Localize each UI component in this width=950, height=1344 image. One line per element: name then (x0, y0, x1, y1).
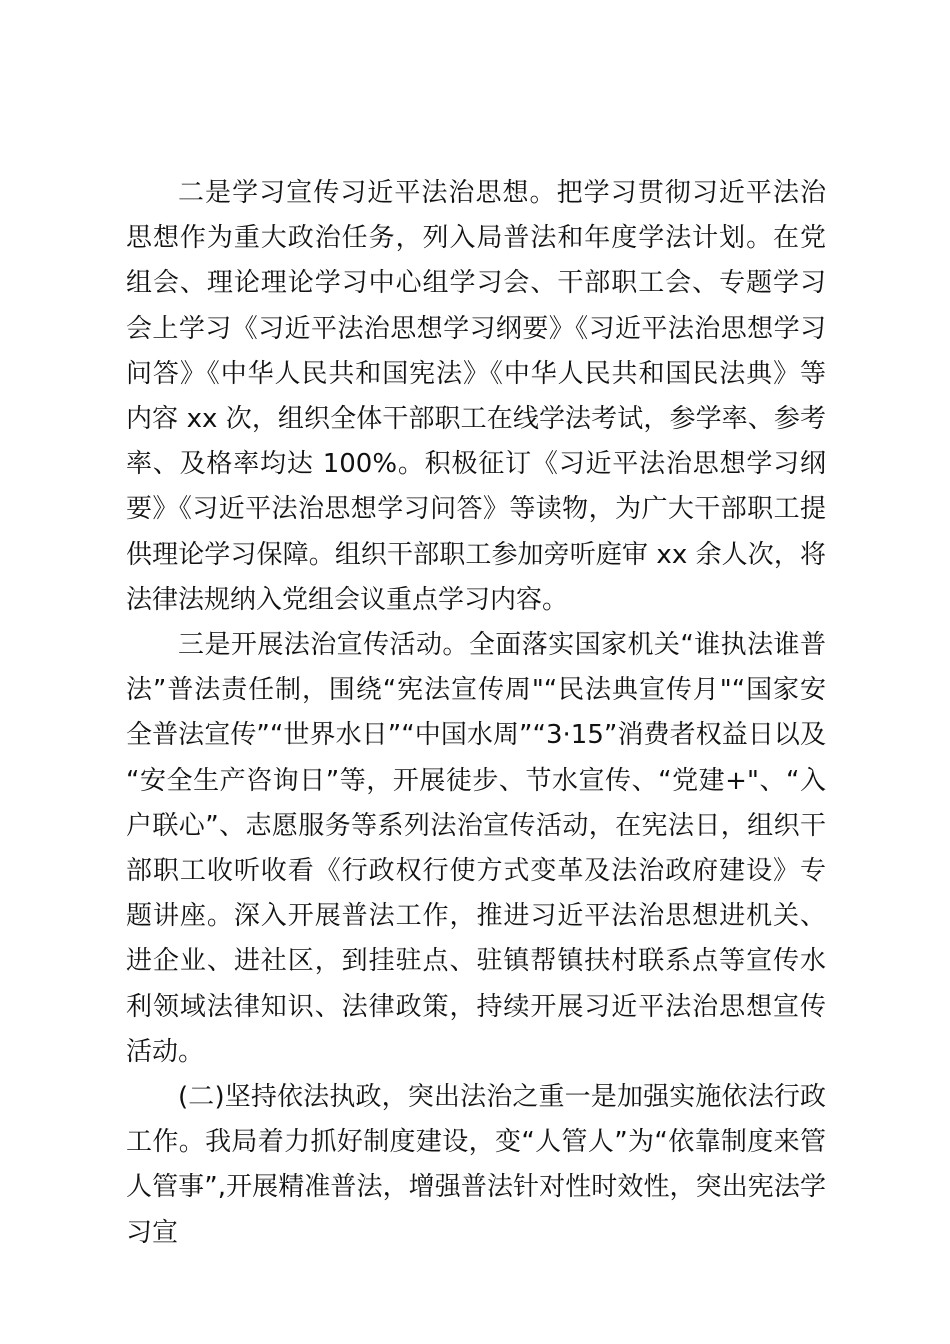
paragraph-legal-thought-study: 二是学习宣传习近平法治思想。把学习贯彻习近平法治思想作为重大政治任务，列入局普法和年度学法计划。在党组会、理论理论学习中心组学习会、干部职工会、专题学习会上学习《习近平法治思想学习纲要》《习近平法治思想学习问答》《中华人民共和国宪法》《中华人民共和国民法典》等内容 xx 次，组织全体干部职工在线学法考试，参学率、参考率、及格率均达 100%。积极征订《习近平法治思想学习纲要》《习近平法治思想学习问答》等读物，为广大干部职工提供理论学习保障。组织干部职工参加旁听庭审 xx 余人次，将法律法规纳入党组会议重点学习内容。 (126, 178, 826, 615)
document-body (126, 171, 826, 1256)
paragraph-law-based-governance: (二)坚持依法执政，突出法治之重一是加强实施依法行政工作。我局着力抓好制度建设，变“人管人”为“依靠制度来管人管事”,开展精准普法，增强普法针对性时效性，突出宪法学习宣 (126, 1082, 826, 1248)
paragraph-legal-publicity-activities: 三是开展法治宣传活动。全面落实国家机关“谁执法谁普法”普法责任制，围绕“宪法宣传周"“民法典宣传月"“国家安全普法宣传”“世界水日”“中国水周”“3·15”消费者权益日以及“安全生产咨询日”等，开展徒步、节水宣传、“党建+"、“入户联心”、志愿服务等系列法治宣传活动，在宪法日，组织干部职工收听收看《行政权行使方式变革及法治政府建设》专题讲座。深入开展普法工作，推进习近平法治思想进机关、进企业、进社区，到挂驻点、驻镇帮镇扶村联系点等宣传水利领域法律知识、法律政策，持续开展习近平法治思想宣传活动。 (126, 630, 826, 1067)
